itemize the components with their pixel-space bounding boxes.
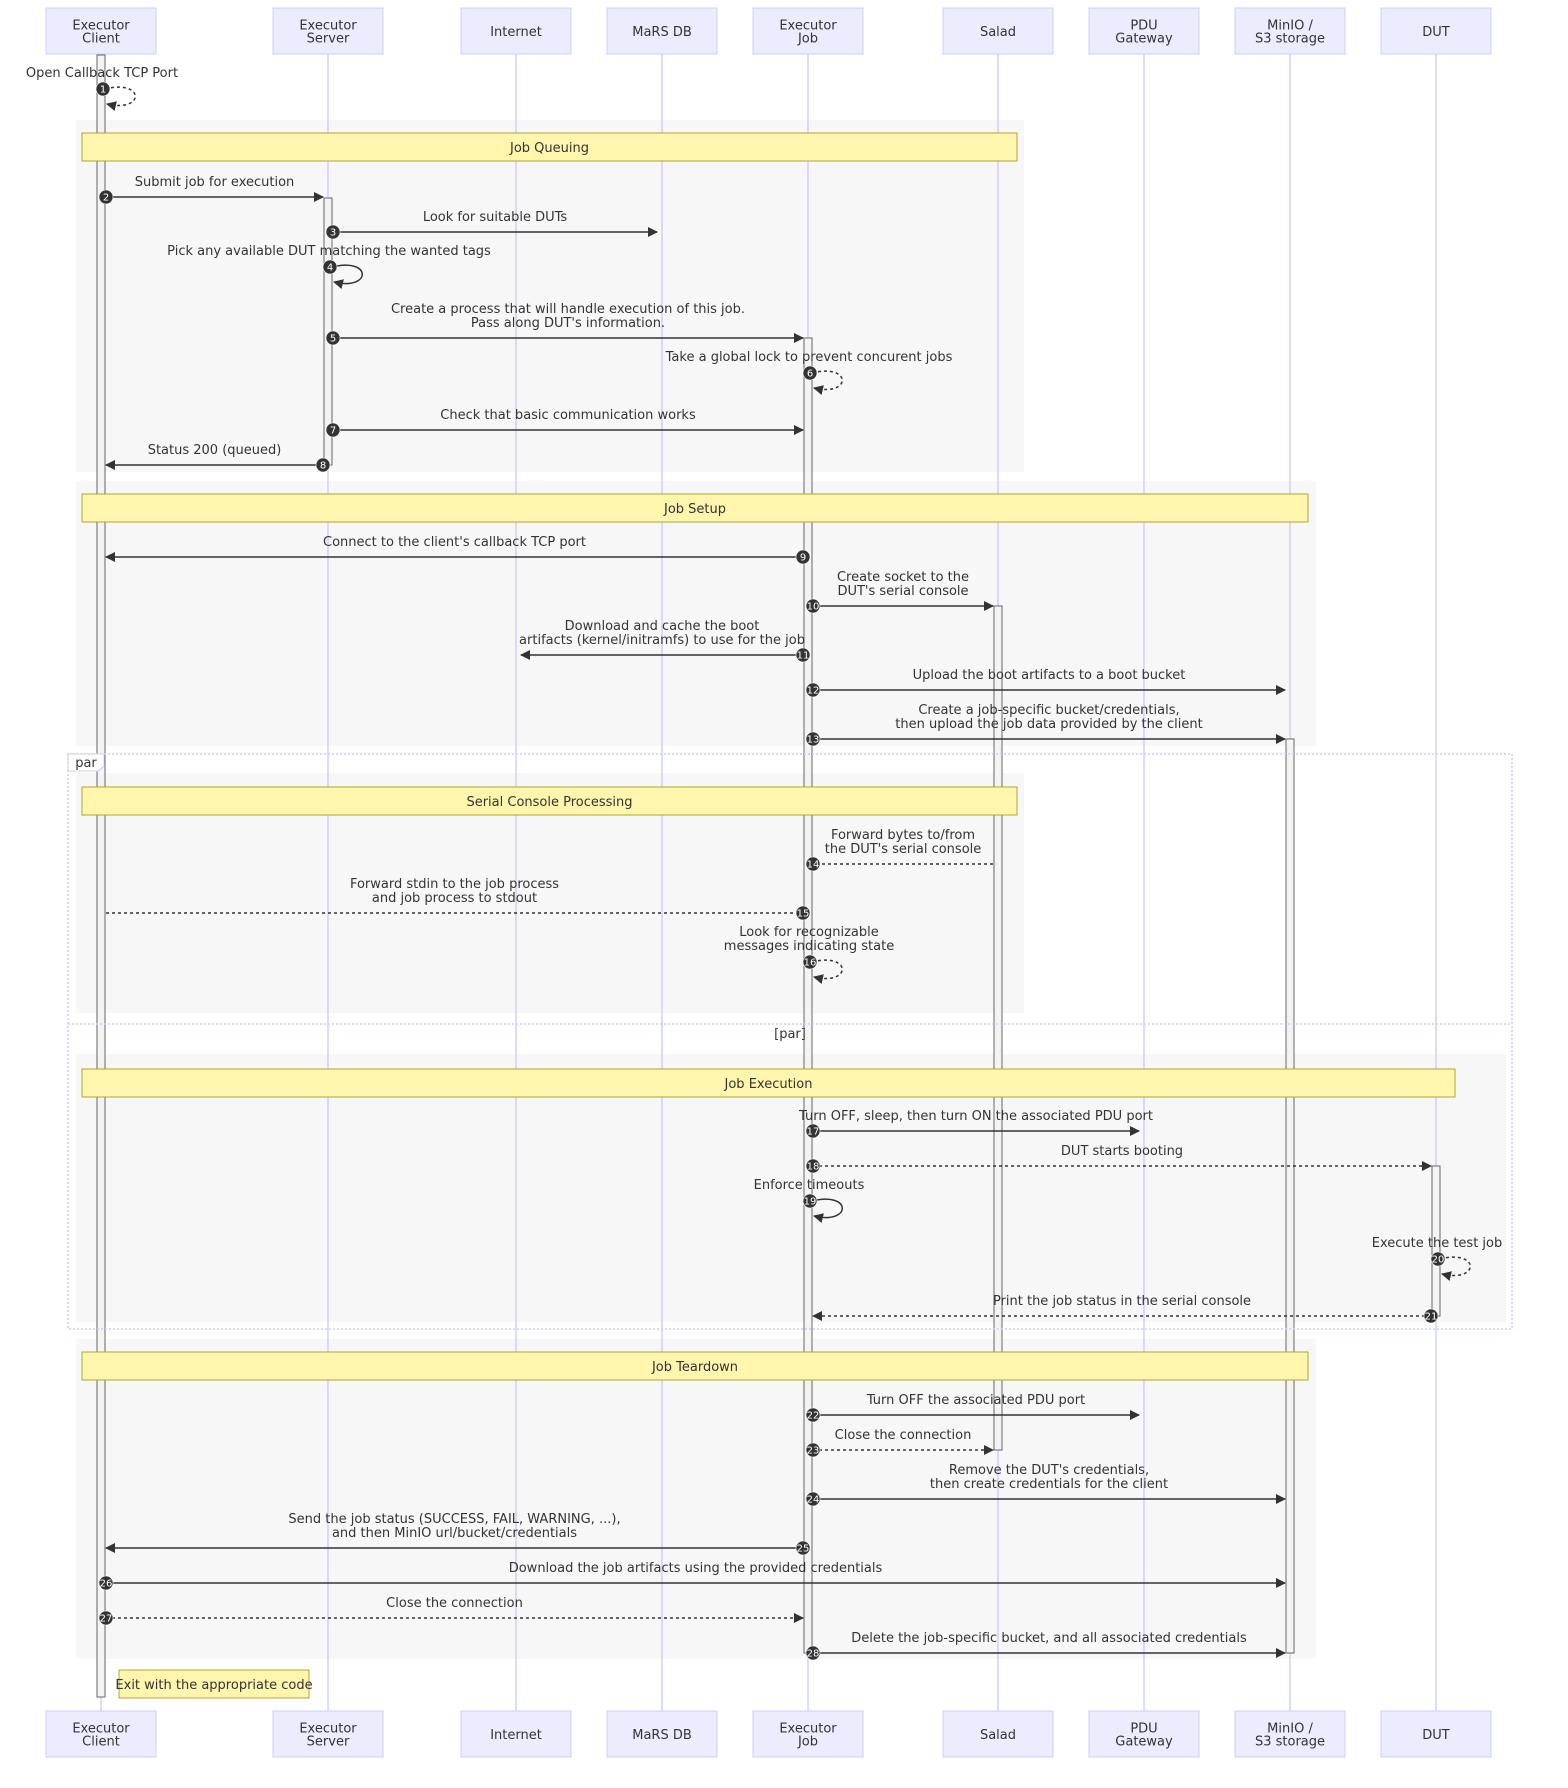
message-25-label: Send the job status (SUCCESS, FAIL, WARNING, ...), [288, 1512, 621, 1527]
message-25-seq-number: 25 [796, 1543, 810, 1555]
actor-job-top [753, 8, 863, 54]
message-26-seq-number: 26 [99, 1578, 113, 1590]
message-18-seq-number: 18 [806, 1161, 820, 1173]
actor-dut-top [1381, 8, 1491, 54]
message-17-seq-number: 17 [806, 1126, 820, 1138]
message-2-label: Submit job for execution [134, 175, 295, 190]
message-6-label: Take a global lock to prevent concurent jobs [665, 350, 953, 365]
message-16-label: messages indicating state [723, 939, 895, 954]
actor-label: Internet [490, 25, 542, 40]
activation-client [97, 55, 105, 1697]
actor-label: Executor [779, 1721, 837, 1737]
message-25-label: and then MinIO url/bucket/credentials [331, 1526, 578, 1541]
actor-label: MinIO / [1267, 18, 1313, 34]
actor-label: Executor [72, 18, 130, 34]
message-27-seq-number: 27 [99, 1613, 113, 1625]
message-5-label: Create a process that will handle execution of this job. [390, 302, 746, 317]
message-1-seq-number: 1 [99, 84, 107, 96]
note-execution-title: Job Execution [724, 1077, 813, 1092]
actor-label: Server [306, 1734, 350, 1750]
message-15-label: Forward stdin to the job process [349, 877, 560, 892]
note-serial-title: Serial Console Processing [466, 795, 633, 810]
actor-label: Executor [299, 18, 357, 34]
actor-job-bottom [753, 1711, 863, 1757]
message-13-label: then upload the job data provided by the client [895, 717, 1203, 732]
message-12-seq-number: 12 [806, 685, 820, 697]
message-15-seq-number: 15 [796, 908, 810, 920]
message-20-seq-number: 20 [1431, 1254, 1445, 1266]
actor-label: Salad [979, 25, 1017, 40]
message-12-label: Upload the boot artifacts to a boot bucket [912, 668, 1186, 683]
par-else-label: [par] [774, 1027, 806, 1042]
actor-label: PDU [1130, 1721, 1158, 1737]
actor-mars-top [607, 8, 717, 54]
message-16-seq-number: 16 [803, 957, 817, 969]
message-19-seq-number: 19 [803, 1196, 817, 1208]
message-24-label: then create credentials for the client [929, 1477, 1169, 1492]
message-24-seq-number: 24 [806, 1494, 820, 1506]
actor-label: Executor [72, 1721, 130, 1737]
message-26-label: Download the job artifacts using the provided credentials [508, 1561, 883, 1576]
message-8-seq-number: 8 [319, 460, 327, 472]
message-16-label: Look for recognizable [739, 925, 879, 940]
actor-server-top [273, 8, 383, 54]
actor-label: Client [82, 31, 120, 47]
message-10-label: Create socket to the [836, 570, 970, 585]
message-28-seq-number: 28 [806, 1648, 820, 1660]
message-19-label: Enforce timeouts [753, 1178, 865, 1193]
note-exit-text: Exit with the appropriate code [115, 1678, 313, 1693]
actor-mars-bottom [607, 1711, 717, 1757]
actor-internet-top [461, 8, 571, 54]
message-7-label: Check that basic communication works [440, 408, 696, 423]
message-18-label: DUT starts booting [1060, 1144, 1184, 1159]
actor-label: Gateway [1115, 31, 1173, 47]
actor-client-bottom [46, 1711, 156, 1757]
actor-label: Server [306, 31, 350, 47]
actor-label: MinIO / [1267, 1721, 1313, 1737]
activation-salad [994, 606, 1002, 1450]
message-9-label: Connect to the client's callback TCP port [323, 535, 586, 550]
actor-pdu-bottom [1089, 1711, 1199, 1757]
message-3-label: Look for suitable DUTs [422, 210, 568, 225]
actor-dut-bottom [1381, 1711, 1491, 1757]
message-27-label: Close the connection [386, 1596, 523, 1611]
note-setup-title: Job Setup [663, 502, 727, 517]
message-10-seq-number: 10 [806, 601, 820, 613]
message-15-label: and job process to stdout [371, 891, 538, 906]
message-21-seq-number: 21 [1424, 1311, 1438, 1323]
actor-label: MaRS DB [632, 25, 692, 40]
actor-label: Job [797, 31, 819, 47]
activation-minio [1286, 739, 1294, 1653]
actor-label: Executor [779, 18, 837, 34]
actor-label: PDU [1130, 18, 1158, 34]
message-13-label: Create a job-specific bucket/credentials, [918, 703, 1180, 718]
actor-minio-bottom [1235, 1711, 1345, 1757]
actor-internet-bottom [461, 1711, 571, 1757]
message-4-seq-number: 4 [326, 262, 334, 274]
message-3-seq-number: 3 [329, 227, 337, 239]
message-1-label: Open Callback TCP Port [25, 66, 179, 81]
actor-label: Job [797, 1734, 819, 1750]
message-23-seq-number: 23 [806, 1445, 820, 1457]
note-teardown-title: Job Teardown [651, 1360, 739, 1375]
actor-minio-top [1235, 8, 1345, 54]
note-queuing-title: Job Queuing [510, 141, 589, 156]
message-21-label: Print the job status in the serial console [992, 1294, 1252, 1309]
message-17-label: Turn OFF, sleep, then turn ON the associated PDU port [799, 1109, 1153, 1124]
message-22-label: Turn OFF the associated PDU port [866, 1393, 1086, 1408]
message-11-label: Download and cache the boot [564, 619, 760, 634]
message-5-label: Pass along DUT's information. [470, 316, 666, 331]
actor-label: Gateway [1115, 1734, 1173, 1750]
actor-label: Internet [490, 1728, 542, 1743]
actor-label: Salad [979, 1728, 1017, 1743]
message-28-label: Delete the job-specific bucket, and all associated credentials [851, 1631, 1247, 1646]
actor-pdu-top [1089, 8, 1199, 54]
actor-label: Client [82, 1734, 120, 1750]
message-11-label: artifacts (kernel/initramfs) to use for the job [519, 633, 805, 648]
message-10-label: DUT's serial console [837, 584, 969, 599]
actor-label: Executor [299, 1721, 357, 1737]
message-7-seq-number: 7 [329, 425, 337, 437]
message-14-seq-number: 14 [806, 859, 820, 871]
message-22-seq-number: 22 [806, 1410, 820, 1422]
message-5-seq-number: 5 [329, 333, 337, 345]
message-20-label: Execute the test job [1371, 1236, 1503, 1251]
message-23-label: Close the connection [834, 1428, 972, 1443]
actor-label: S3 storage [1254, 31, 1326, 47]
actor-salad-top [943, 8, 1053, 54]
actor-client-top [46, 8, 156, 54]
actor-server-bottom [273, 1711, 383, 1757]
message-14-label: Forward bytes to/from [830, 828, 976, 843]
actor-label: S3 storage [1254, 1734, 1326, 1750]
par-label: par [75, 756, 97, 771]
message-24-label: Remove the DUT's credentials, [948, 1463, 1150, 1478]
actor-label: MaRS DB [632, 1728, 692, 1743]
message-6-seq-number: 6 [806, 368, 814, 380]
actor-label: DUT [1422, 25, 1450, 40]
message-9-seq-number: 9 [799, 552, 807, 564]
message-8-label: Status 200 (queued) [147, 443, 282, 458]
message-11-seq-number: 11 [796, 650, 810, 662]
actor-salad-bottom [943, 1711, 1053, 1757]
message-4-label: Pick any available DUT matching the wanted tags [167, 244, 491, 259]
message-14-label: the DUT's serial console [824, 842, 982, 857]
actor-label: DUT [1422, 1728, 1450, 1743]
message-13-seq-number: 13 [806, 734, 820, 746]
message-2-seq-number: 2 [102, 192, 110, 204]
